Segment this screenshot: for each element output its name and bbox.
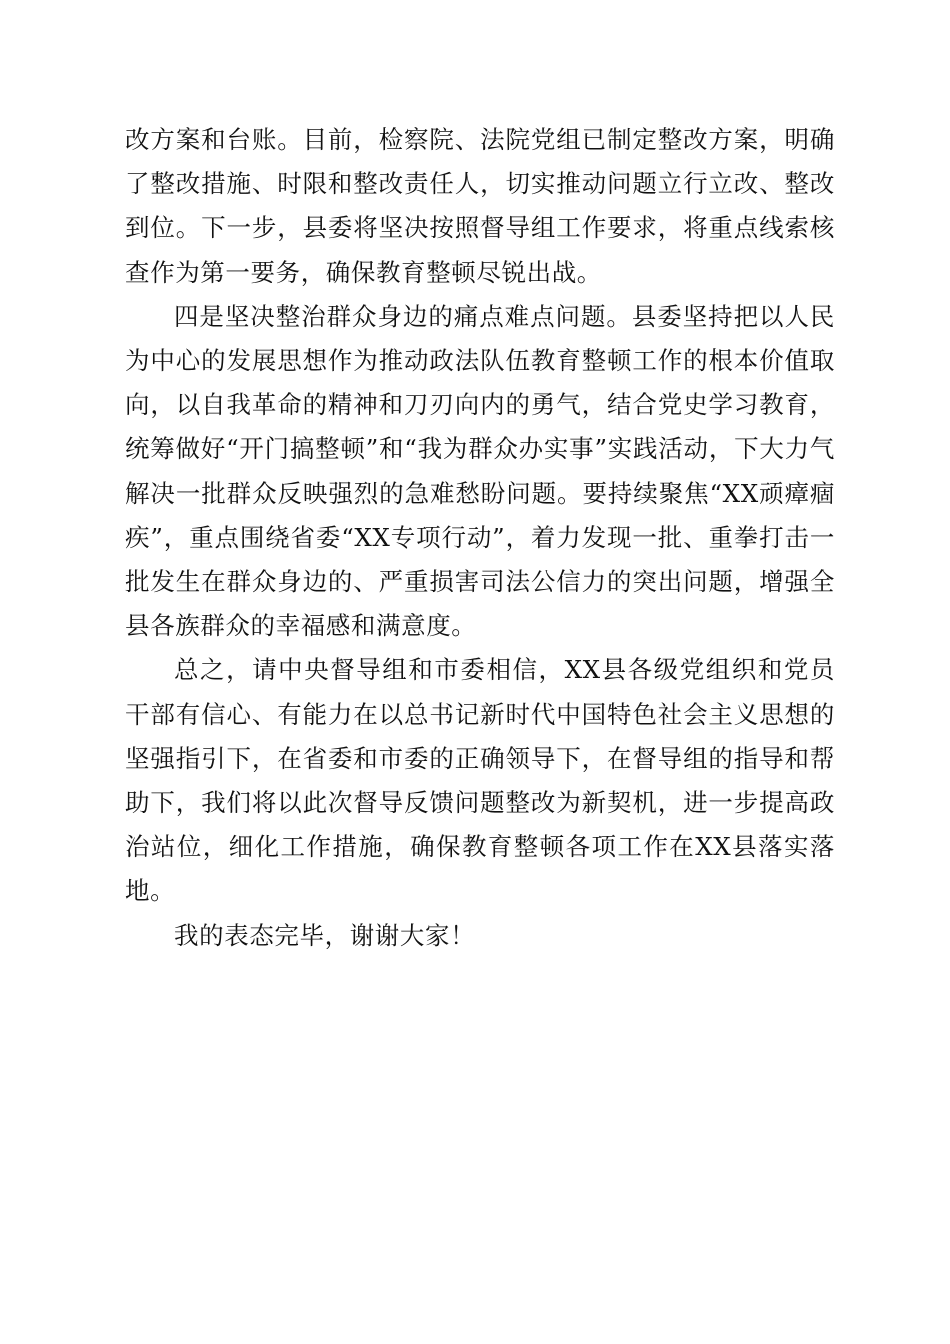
paragraph-closing-remark: 我的表态完毕，谢谢大家！ (174, 920, 476, 950)
paragraph-rectification-plan: 改方案和台账。目前，检察院、法院党组已制定整改方案，明确了整改措施、时限和整改责任人，切实推动问题立行立改、整改到位。下一步，县委将坚决按照督导组工作要求，将重点线索核查作为第一要务，确保教育整顿尽锐出战。 (125, 125, 835, 287)
paragraph-conclusion: 总之，请中央督导组和市委相信，XX县各级党组织和党员干部有信心、有能力在以总书记新时代中国特色社会主义思想的坚强指引下，在省委和市委的正确领导下，在督导组的指导和帮助下，我们将以此次督导反馈问题整改为新契机，进一步提高政治站位，细化工作措施，确保教育整顿各项工作在XX县落实落地。 (125, 655, 835, 906)
paragraph-pain-points: 四是坚决整治群众身边的痛点难点问题。县委坚持把以人民为中心的发展思想作为推动政法队伍教育整顿工作的根本价值取向，以自我革命的精神和刀刃向内的勇气，结合党史学习教育，统筹做好“开门搞整顿”和“我为群众办实事”实践活动，下大力气解决一批群众反映强烈的急难愁盼问题。要持续聚焦“XX顽瘴痼疾”，重点围绕省委“XX专项行动”，着力发现一批、重拳打击一批发生在群众身边的、严重损害司法公信力的突出问题，增强全县各族群众的幸福感和满意度。 (125, 301, 835, 641)
document-body (125, 118, 835, 958)
